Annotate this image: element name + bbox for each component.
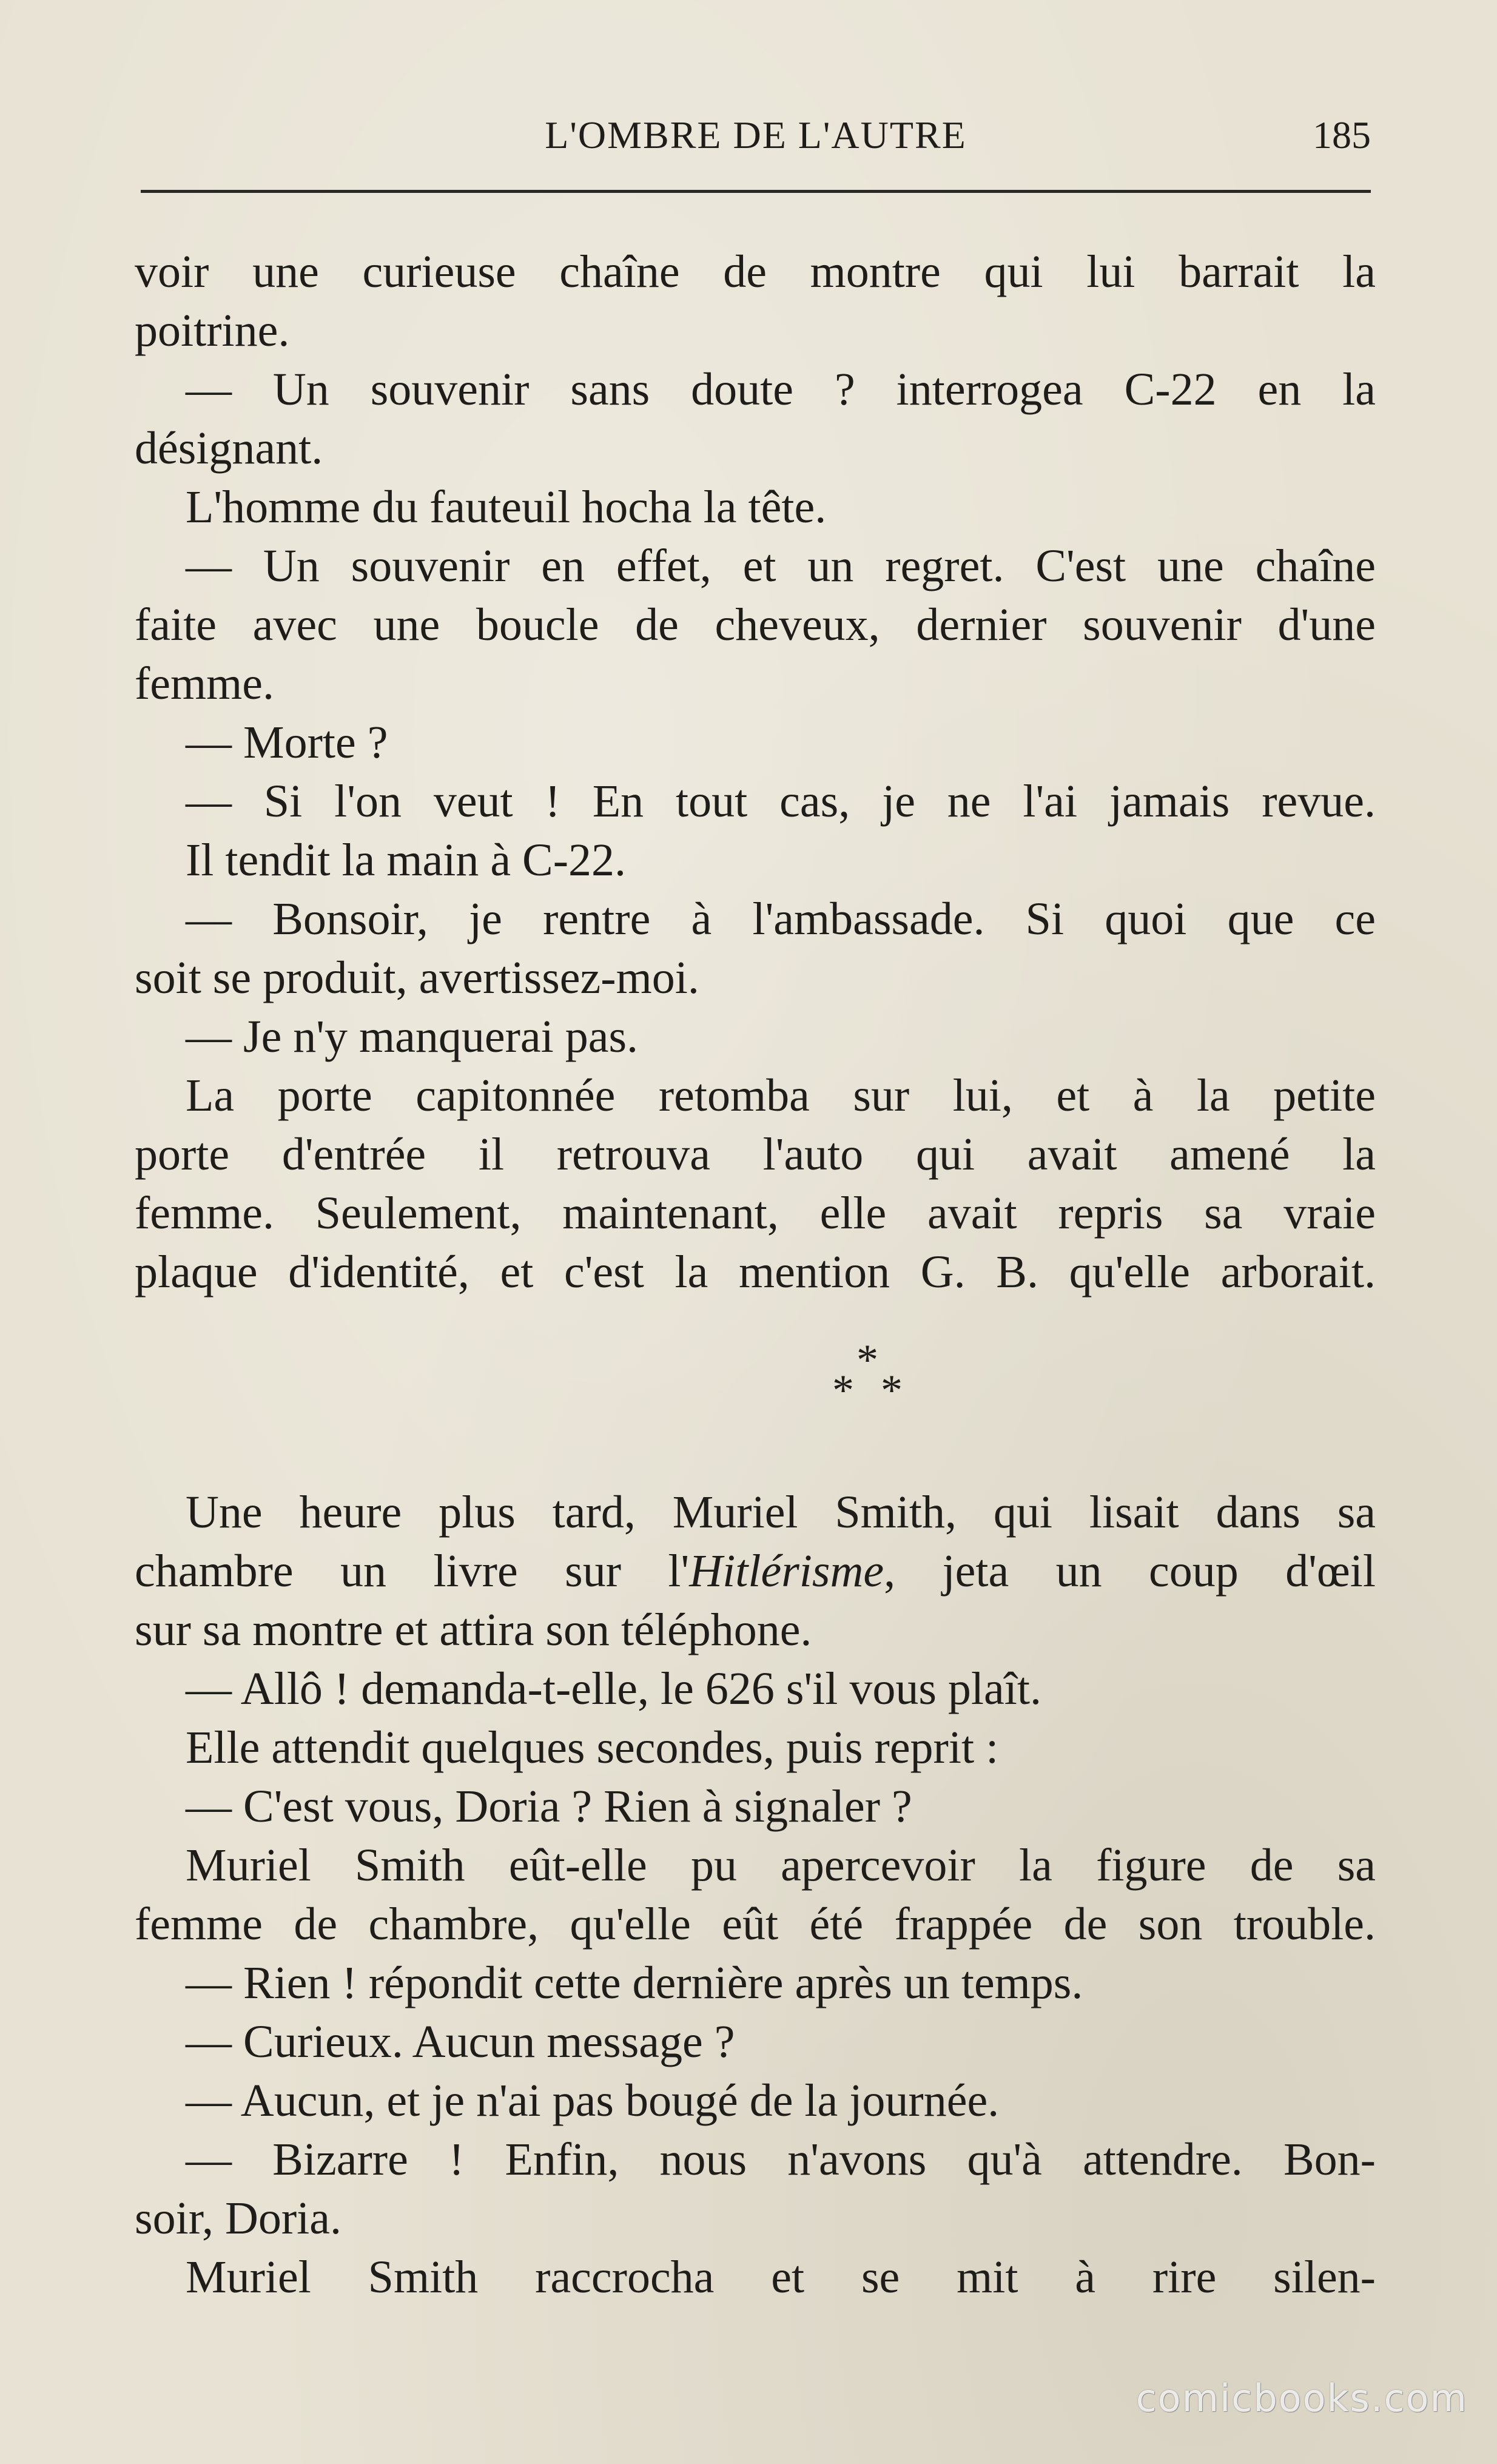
text-line: porte d'entrée il retrouva l'auto qui avait amené la xyxy=(135,1129,1376,1180)
text-line: — Rien ! répondit cette dernière après un temps. xyxy=(186,1957,1083,2008)
text-line: L'homme du fauteuil hocha la tête. xyxy=(186,482,827,533)
page-header xyxy=(141,102,1371,169)
asterisk: * xyxy=(881,1366,903,1415)
section-break-asterisks xyxy=(832,1338,905,1435)
text-line: Muriel Smith raccrocha et se mit à rire silen- xyxy=(186,2252,1376,2303)
text-line: sur sa montre et attira son téléphone. xyxy=(135,1604,812,1655)
body-text xyxy=(135,243,1376,2307)
text-line: — Bonsoir, je rentre à l'ambassade. Si quoi que ce xyxy=(186,894,1376,944)
text-line: femme de chambre, qu'elle eût été frappée de son trouble. xyxy=(135,1899,1376,1950)
section-break xyxy=(135,1302,1376,1483)
text-line: Elle attendit quelques secondes, puis reprit : xyxy=(186,1722,999,1773)
text-line: soir, Doria. xyxy=(135,2193,341,2244)
text-line: femme. Seulement, maintenant, elle avait repris sa vraie xyxy=(135,1188,1376,1239)
text-line: plaque d'identité, et c'est la mention G. B. qu'elle arborait. xyxy=(135,1247,1376,1298)
text-line: — Allô ! demanda-t-elle, le 626 s'il vous plaît. xyxy=(186,1663,1041,1714)
text-line: Muriel Smith eût-elle pu apercevoir la figure de sa xyxy=(186,1840,1376,1891)
text-line: — Morte ? xyxy=(186,717,388,768)
text-line: — Curieux. Aucun message ? xyxy=(186,2016,735,2067)
text-line: faite avec une boucle de cheveux, dernier souvenir d'une xyxy=(135,599,1376,650)
text-line: désignant. xyxy=(135,423,323,474)
text-line: — Je n'y manquerai pas. xyxy=(186,1011,639,1062)
text-line: voir une curieuse chaîne de montre qui lui barrait la xyxy=(135,246,1376,297)
book-title-italic: Hitlérisme xyxy=(689,1546,884,1597)
asterisk: * xyxy=(856,1336,878,1384)
text-line: — Bizarre ! Enfin, nous n'avons qu'à attendre. Bon- xyxy=(186,2134,1376,2185)
header-rule xyxy=(141,190,1371,193)
text-line: — C'est vous, Doria ? Rien à signaler ? xyxy=(186,1781,912,1832)
text-line: La porte capitonnée retomba sur lui, et à la petite xyxy=(186,1070,1376,1121)
text-line: — Si l'on veut ! En tout cas, je ne l'ai jamais revue. xyxy=(186,776,1376,827)
page-number: 185 xyxy=(1313,113,1371,157)
text-line: Il tendit la main à C-22. xyxy=(186,835,627,886)
text-line: chambre un livre sur l'Hitlérisme, jeta un coup d'œil xyxy=(135,1546,1376,1597)
running-title: L'OMBRE DE L'AUTRE xyxy=(545,113,967,157)
text-line: — Un souvenir en effet, et un regret. C'est une chaîne xyxy=(186,540,1376,591)
text-line: — Aucun, et je n'ai pas bougé de la journée. xyxy=(186,2075,1000,2126)
asterisk: * xyxy=(832,1366,854,1415)
text-line: — Un souvenir sans doute ? interrogea C-22 en la xyxy=(186,364,1376,415)
text-line: femme. xyxy=(135,658,275,709)
text-line: poitrine. xyxy=(135,305,290,356)
watermark: comicbooks.com xyxy=(1135,2376,1468,2420)
text-line: Une heure plus tard, Muriel Smith, qui lisait dans sa xyxy=(186,1487,1376,1538)
text-line: soit se produit, avertissez-moi. xyxy=(135,952,699,1003)
